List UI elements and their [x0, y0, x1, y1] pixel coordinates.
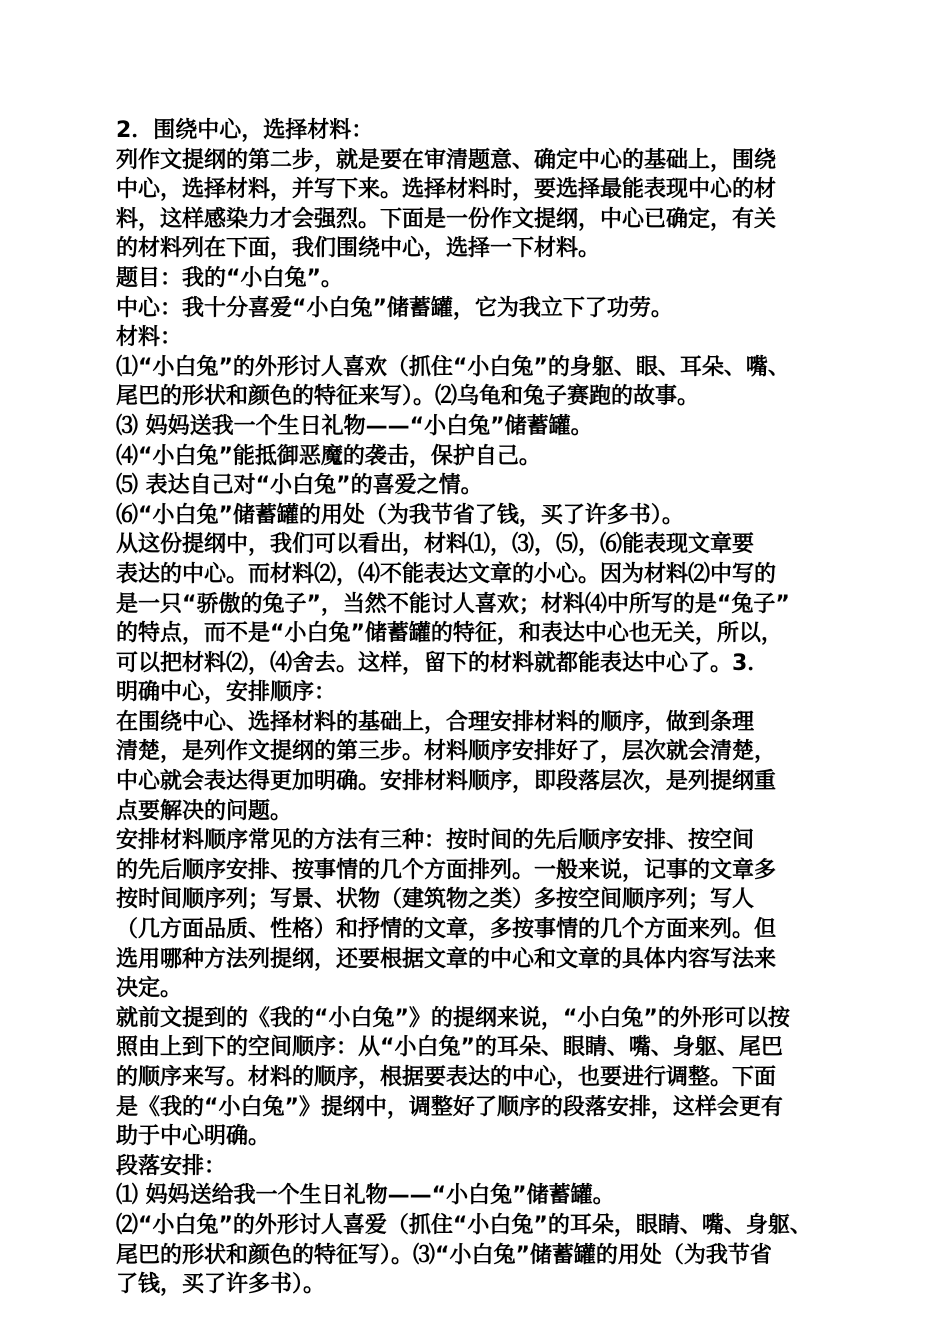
document-line: 就前文提到的《我的“小白兔”》的提纲来说，“小白兔”的外形可以按 [116, 1005, 790, 1031]
document-line: 材料： [116, 325, 183, 351]
document-line: ⑸ 表达自己对“小白兔”的喜爱之情。 [116, 473, 483, 499]
document-line: 选用哪种方法列提纲，还要根据文章的中心和文章的具体内容写法来 [116, 946, 777, 972]
document-line: ⑷“小白兔”能抵御恶魔的袭击，保护自己。 [116, 443, 541, 469]
document-line: 了钱，买了许多书）。 [116, 1272, 326, 1298]
document-line: 明确中心，安排顺序： [116, 680, 337, 706]
document-line: 清楚，是列作文提纲的第三步。材料顺序安排好了，层次就会清楚， [116, 739, 777, 765]
document-page [116, 116, 838, 1300]
document-line: ⑶ 妈妈送我一个生日礼物——“小白兔”储蓄罐。 [116, 413, 593, 439]
document-line: 料，这样感染力才会强烈。下面是一份作文提纲，中心已确定，有关 [116, 206, 777, 232]
document-line: 点要解决的问题。 [116, 798, 293, 824]
document-line: 中心就会表达得更加明确。安排材料顺序，即段落层次，是列提纲重 [116, 769, 777, 795]
document-line: ⑴“小白兔”的外形讨人喜欢（抓住“小白兔”的身躯、眼、耳朵、嘴、 [116, 354, 790, 380]
document-line: 段落安排： [116, 1153, 227, 1179]
document-line: 照由上到下的空间顺序：从“小白兔”的耳朵、眼睛、嘴、身躯、尾巴 [116, 1035, 783, 1061]
document-line: 尾巴的形状和颜色的特征来写）。⑵乌龟和兔子赛跑的故事。 [116, 384, 700, 410]
document-line: 是《我的“小白兔”》提纲中，调整好了顺序的段落安排，这样会更有 [116, 1094, 783, 1120]
document-line: 的先后顺序安排、按事情的几个方面排列。一般来说，记事的文章多 [116, 857, 777, 883]
document-line: 的材料列在下面，我们围绕中心，选择一下材料。 [116, 236, 601, 262]
document-line: 助于中心明确。 [116, 1124, 271, 1150]
document-line: 可以把材料⑵，⑷舍去。这样，留下的材料就都能表达中心了。3． [116, 650, 770, 676]
document-line: 按时间顺序列；写景、状物（建筑物之类）多按空间顺序列；写人 [116, 887, 755, 913]
document-line: 尾巴的形状和颜色的特征写）。⑶“小白兔”储蓄罐的用处（为我节省 [116, 1242, 772, 1268]
document-line: 中心：我十分喜爱“小白兔”储蓄罐，它为我立下了功劳。 [116, 295, 673, 321]
document-line: （几方面品质、性格）和抒情的文章，多按事情的几个方面来列。但 [116, 917, 777, 943]
document-line: 从这份提纲中，我们可以看出，材料⑴，⑶，⑸，⑹能表现文章要 [116, 532, 755, 558]
document-line: ⑴ 妈妈送给我一个生日礼物——“小白兔”储蓄罐。 [116, 1183, 615, 1209]
document-line: 列作文提纲的第二步，就是要在审清题意、确定中心的基础上，围绕 [116, 147, 777, 173]
document-line: ⑵“小白兔”的外形讨人喜爱（抓住“小白兔”的耳朵，眼睛、嘴、身躯、 [116, 1212, 812, 1238]
document-line: ⑹“小白兔”储蓄罐的用处（为我节省了钱，买了许多书）。 [116, 502, 684, 528]
document-line: 在围绕中心、选择材料的基础上，合理安排材料的顺序，做到条理 [116, 709, 755, 735]
document-line: 中心，选择材料，并写下来。选择材料时，要选择最能表现中心的材 [116, 177, 777, 203]
document-line: 2．围绕中心，选择材料： [116, 118, 374, 143]
document-line: 的特点，而不是“小白兔”储蓄罐的特征，和表达中心也无关，所以， [116, 621, 783, 647]
document-line: 安排材料顺序常见的方法有三种：按时间的先后顺序安排、按空间 [116, 828, 755, 854]
document-line: 表达的中心。而材料⑵，⑷不能表达文章的小心。因为材料⑵中写的 [116, 561, 777, 587]
document-line: 题目：我的“小白兔”。 [116, 265, 343, 291]
document-line: 是一只“骄傲的兔子”，当然不能讨人喜欢；材料⑷中所写的是“兔子” [116, 591, 790, 617]
document-line: 的顺序来写。材料的顺序，根据要表达的中心，也要进行调整。下面 [116, 1065, 777, 1090]
document-line: 决定。 [116, 976, 183, 1002]
